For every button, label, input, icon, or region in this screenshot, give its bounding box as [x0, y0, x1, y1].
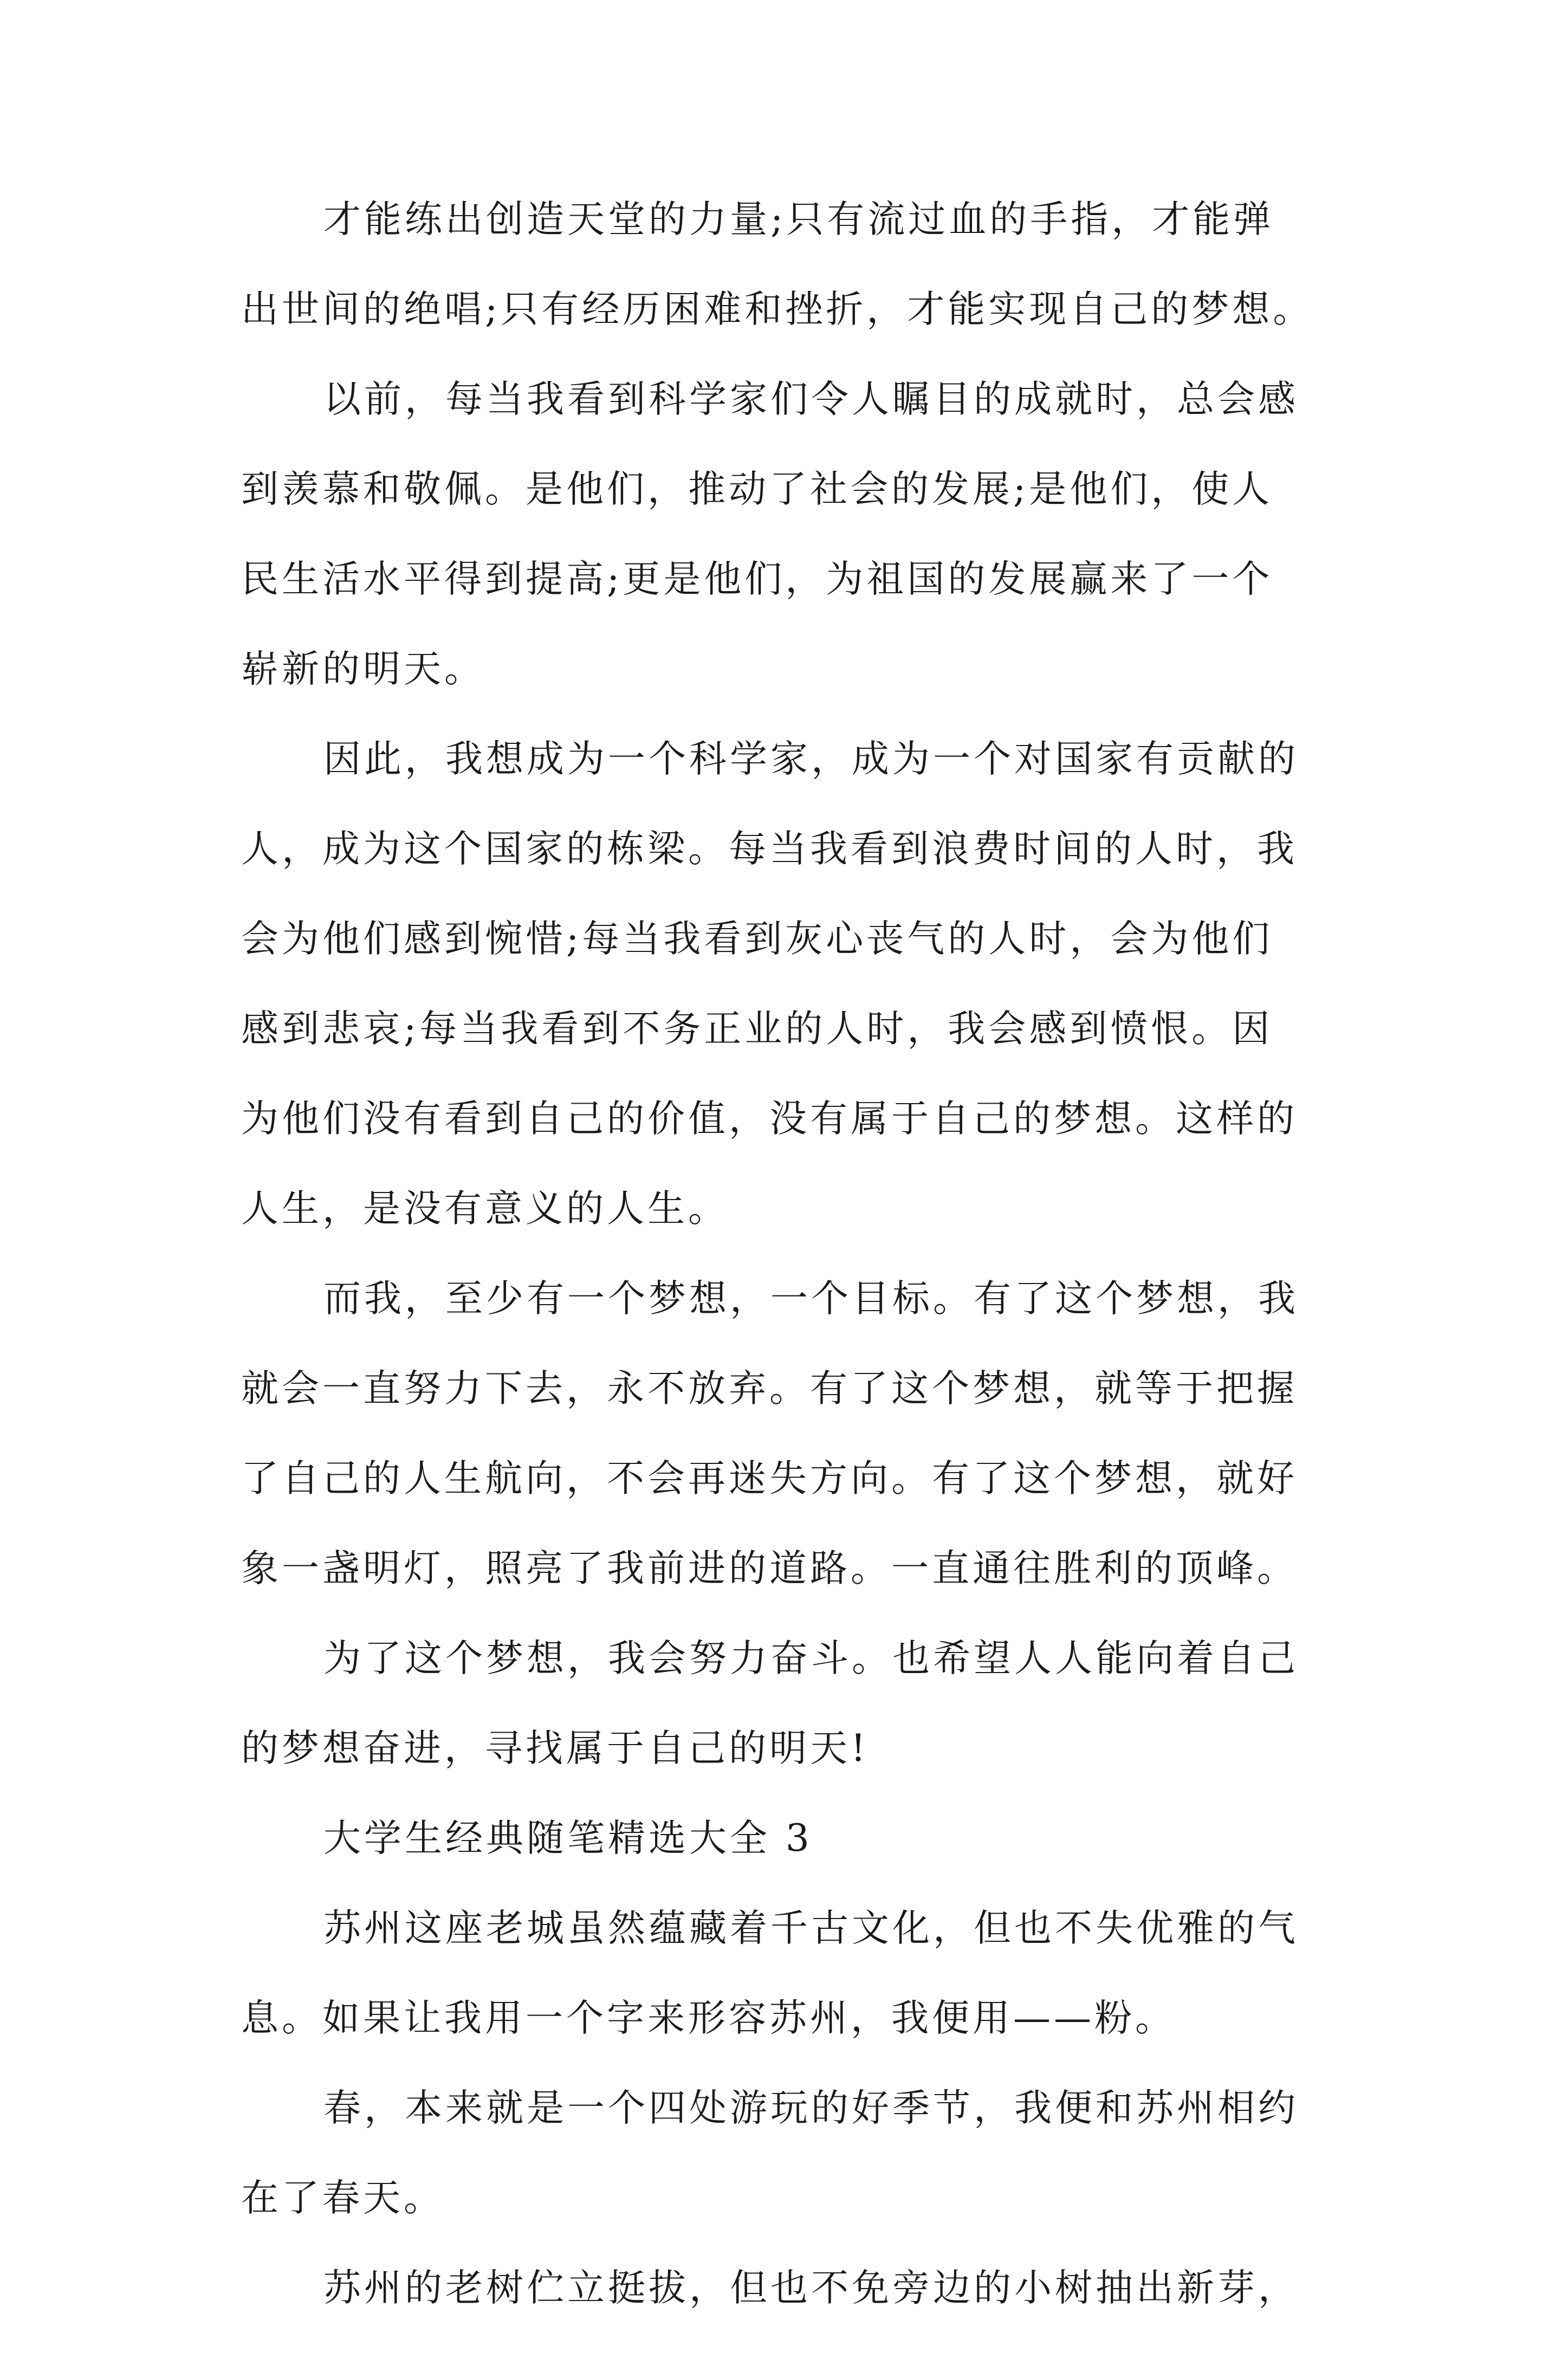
paragraph-line: 感到悲哀;每当我看到不务正业的人时，我会感到愤恨。因 [241, 1007, 1273, 1051]
paragraph-line: 人生，是没有意义的人生。 [241, 1187, 729, 1230]
paragraph-line: 就会一直努力下去，永不放弃。有了这个梦想，就等于把握 [241, 1367, 1298, 1410]
section-heading: 大学生经典随笔精选大全 3 [323, 1817, 813, 1860]
paragraph-line: 到羡慕和敬佩。是他们，推动了社会的发展;是他们，使人 [241, 468, 1273, 511]
paragraph-line: 息。如果让我用一个字来形容苏州，我便用——粉。 [241, 1997, 1176, 2040]
paragraph-line: 春，本来就是一个四处游玩的好季节，我便和苏州相约 [323, 2086, 1299, 2130]
paragraph-line: 的梦想奋进，寻找属于自己的明天! [241, 1727, 869, 1770]
paragraph-line: 为了这个梦想，我会努力奋斗。也希望人人能向着自己 [323, 1637, 1299, 1680]
paragraph-line: 而我，至少有一个梦想，一个目标。有了这个梦想，我 [323, 1277, 1299, 1320]
article-body [241, 200, 1346, 2359]
paragraph-line: 民生活水平得到提高;更是他们，为祖国的发展赢来了一个 [241, 558, 1273, 601]
paragraph-line: 苏州这座老城虽然蕴藏着千古文化，但也不失优雅的气 [323, 1907, 1299, 1950]
paragraph-line: 才能练出创造天堂的力量;只有流过血的手指，才能弹 [323, 198, 1274, 241]
paragraph-line: 了自己的人生航向，不会再迷失方向。有了这个梦想，就好 [241, 1457, 1298, 1500]
paragraph-line: 在了春天。 [241, 2176, 444, 2220]
paragraph-line: 崭新的明天。 [241, 647, 485, 691]
paragraph-line: 象一盏明灯，照亮了我前进的道路。一直通往胜利的顶峰。 [241, 1547, 1298, 1590]
paragraph-line: 以前，每当我看到科学家们令人瞩目的成就时，总会感 [323, 378, 1299, 421]
paragraph-line: 苏州的老树伫立挺拔，但也不免旁边的小树抽出新芽， [323, 2266, 1299, 2310]
paragraph-line: 人，成为这个国家的栋梁。每当我看到浪费时间的人时，我 [241, 827, 1298, 871]
paragraph-line: 因此，我想成为一个科学家，成为一个对国家有贡献的 [323, 737, 1299, 781]
paragraph-line: 为他们没有看到自己的价值，没有属于自己的梦想。这样的 [241, 1097, 1298, 1140]
paragraph-line: 会为他们感到惋惜;每当我看到灰心丧气的人时，会为他们 [241, 917, 1273, 961]
paragraph-line: 出世间的绝唱;只有经历困难和挫折，才能实现自己的梦想。 [241, 288, 1314, 331]
